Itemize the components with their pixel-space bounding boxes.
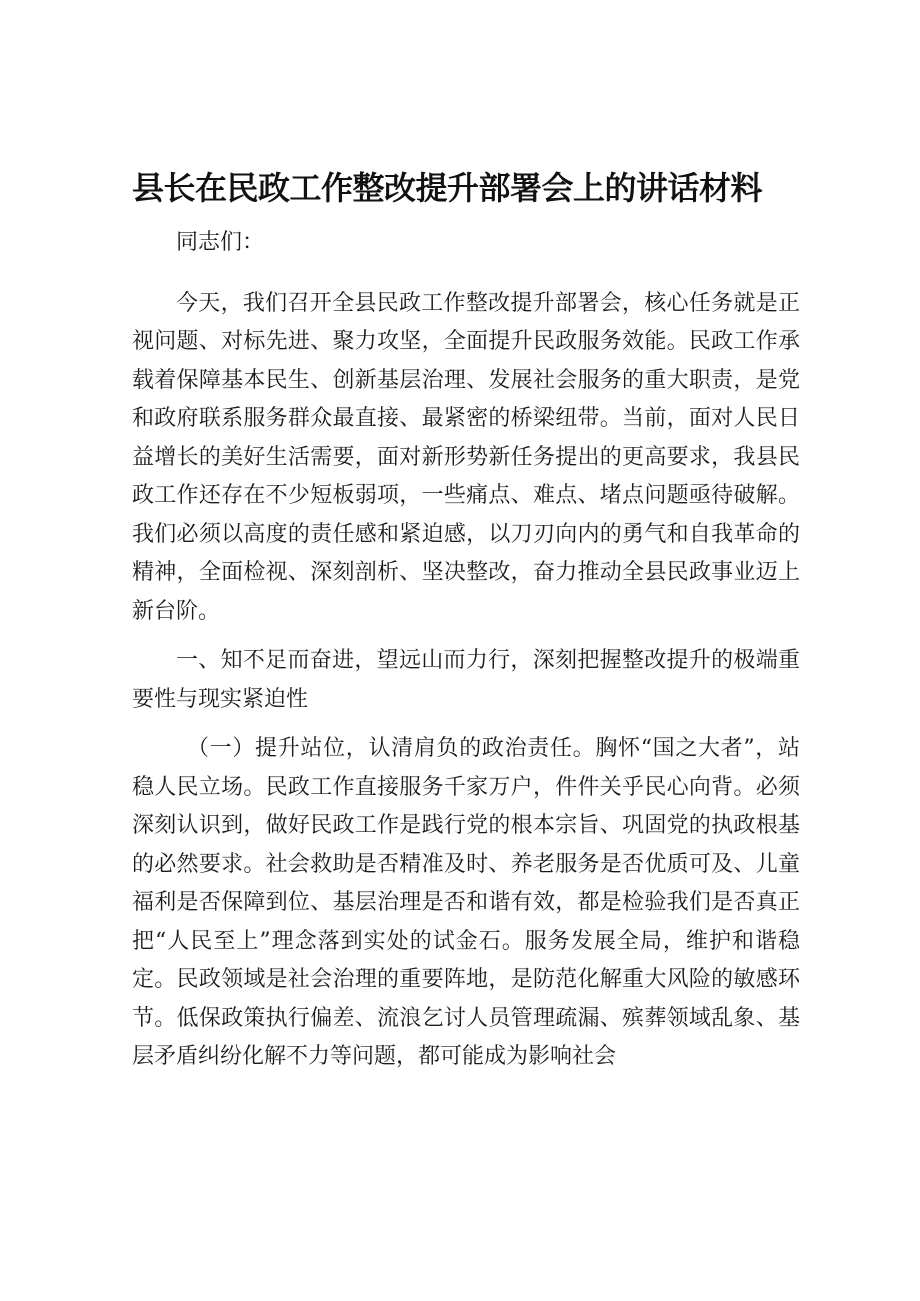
document-title: 县长在民政工作整改提升部署会上的讲话材料 bbox=[132, 169, 763, 207]
greeting: 同志们： bbox=[176, 230, 265, 255]
paragraph-intro: 今天，我们召开全县民政工作整改提升部署会，核心任务就是正视问题、对标先进、聚力攻坚，全面提升民政服务效能。民政工作承载着保障基本民生、创新基层治理、发展社会服务的重大职责，是党和政府联系服务群众最直接、最紧密的桥梁纽带。当前，面对人民日益增长的美好生活需要，面对新形势新任务提出的更高要求，我县民政工作还存在不少短板弱项，一些痛点、难点、堵点问题亟待破解。我们必须以高度的责任感和紧迫感，以刀刃向内的勇气和自我革命的精神，全面检视、深刻剖析、坚决整改，奋力推动全县民政事业迈上新台阶。 bbox=[132, 290, 800, 624]
paragraph-subsection-1: （一）提升站位，认清肩负的政治责任。胸怀“国之大者”，站稳人民立场。民政工作直接服务千家万户，件件关乎民心向背。必须深刻认识到，做好民政工作是践行党的根本宗旨、巩固党的执政根基的必然要求。社会救助是否精准及时、养老服务是否优质可及、儿童福利是否保障到位、基层治理是否和谐有效，都是检验我们是否真正把“人民至上”理念落到实处的试金石。服务发展全局，维护和谐稳定。民政领域是社会治理的重要阵地，是防范化解重大风险的敏感环节。低保政策执行偏差、流浪乞讨人员管理疏漏、殡葬领域乱象、基层矛盾纠纷化解不力等问题，都可能成为影响社会 bbox=[132, 736, 800, 1069]
section-heading-1: 一、知不足而奋进，望远山而力行，深刻把握整改提升的极端重要性与现实紧迫性 bbox=[132, 648, 800, 712]
document-body bbox=[132, 224, 800, 1088]
